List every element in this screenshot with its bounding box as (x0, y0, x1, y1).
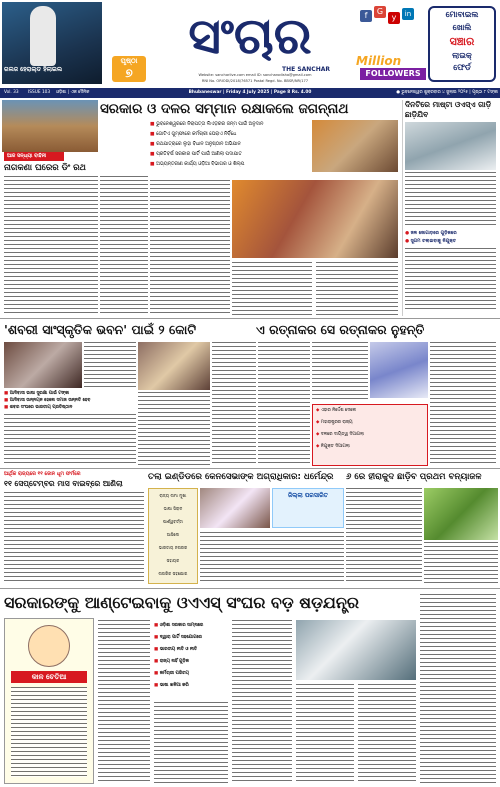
third-mid-box-item-7: ନାଗରିକ ସହଯୋଗ (158, 571, 188, 576)
second-right-box-item-4: ◆ ନିଯୁକ୍ତ ଦିଆଗଲା (316, 444, 350, 449)
cartoon-caption (11, 687, 87, 777)
social-icons (360, 6, 420, 28)
right-promo-line-5: ଫେର୍ଡ (453, 63, 471, 72)
divider-3 (0, 588, 500, 589)
second-left-bullet-1-text: ଆଦିବାସୀ ଭାଷା ସୁରକ୍ଷା ପାଇଁ ଟଙ୍କା (9, 391, 70, 396)
masthead-subtitle: THE SANCHAR (282, 66, 330, 73)
second-right-box-item-2-text: ମହାରାଷ୍ଟ୍ରର ରାଜ୍ୟ (320, 420, 353, 425)
third-right-text-1 (346, 488, 422, 584)
lead-bullet-2-text: ଗୋଟିଏ ଗୁମ୍ଫାରେ କର୍ମଚାରୀ ଘେରାଏ ନିର୍ବିଧେ (156, 132, 237, 137)
right-col1-photo (405, 122, 496, 170)
cartoon-figure-icon (28, 625, 70, 667)
cartoon-label: କାଳ ଚେତିଆ (11, 671, 87, 683)
bottom-headline[interactable]: ସରକାରଙ୍କୁ ଆଣ୍ଟେଇବାକୁ ଓଏଏସ୍ ସଂଘର ବଡ଼ ଷଡ଼ଯନ୍ତ୍ର (4, 593, 360, 612)
second-right-box-item-1-text: ଏହାର ନିର୍ଦ୍ଦେଶ ଦେଲେ (320, 408, 357, 413)
third-mid-box-item-3: ପାର୍ଶ୍ୱବର୍ତ୍ତୀ (162, 519, 184, 524)
third-mid-box (148, 488, 198, 584)
bottom-bullet-5-text: କର୍ମଚାରୀ ପରିଚୟ (159, 671, 189, 676)
lead-bullet-4: ■ ପ୍ରତିବର୍ଷ ସରକାର ପାର୍ଟି ପାଇଁ ଆଣିଲା ପଦାଯାତ (150, 152, 242, 157)
right-promo-line-2: ଖୋଲି (452, 23, 472, 32)
second-right-headline[interactable]: ଏ ରତ୍ନାକର ସେ ରତ୍ନାକର ନୁହନ୍ତି (256, 322, 425, 337)
second-right-text-3 (430, 342, 496, 466)
second-left-photo (4, 342, 82, 388)
third-mid-box-item-6: ସହାୟକ (166, 558, 180, 563)
lead-bullet-3: ■ ରଥଯାତ୍ରାରେ ଲୁହା ବିଧାନ ଅନୁଷ୍ଠାନ ଅଭିଯାନ (150, 142, 241, 147)
bottom-bullet-1: ■ ଓଡ଼ିଶା ସରକାର ସାମ୍ନାରେ (154, 623, 204, 628)
third-left-headline[interactable]: ଆର୍ଥିକ ରାଜ୍ୟରେ ୧୧ ଜୋନ ଧୂମ ଫର୍ମରେ (4, 471, 81, 477)
second-left-text-2 (4, 414, 136, 466)
bottom-bullets (154, 620, 228, 700)
bottom-text-4 (296, 684, 354, 784)
right-col1-bullet-2: ● ସୁଗମ ଚଲାଇବାକୁ ନିଯୁକ୍ତ (405, 239, 457, 244)
page-badge (112, 56, 146, 82)
second-right-box (312, 404, 428, 466)
lead-mid-text-3 (316, 262, 398, 316)
bottom-bullet-6-text: ଭାଷା ଖଳିଆ କରି (159, 683, 189, 688)
lead-photo-left (2, 100, 98, 152)
bottom-bullet-4-text: ରାଜ୍ୟ ନାହିଁ ଗୁଡ଼ିକ (159, 659, 189, 664)
bottom-text-3 (232, 620, 292, 784)
third-banner (272, 488, 344, 528)
lead-bullet-3-text: ରଥଯାତ୍ରାରେ ଲୁହା ବିଧାନ ଅନୁଷ୍ଠାନ ଅଭିଯାନ (156, 142, 241, 147)
right-col1-text (405, 172, 496, 228)
dateline-left-extra: ଓଡ଼ିଶା | ଏକ ଦୈନିକ (56, 90, 90, 95)
youtube-icon[interactable]: y (388, 12, 400, 24)
facebook-icon[interactable]: f (360, 10, 372, 22)
right-promo-line-1: ମୋବାଇଲ (445, 10, 479, 19)
lead-mid-text (150, 180, 230, 316)
bottom-text-1 (98, 620, 150, 784)
dateline-right: ● ଭୁବନେଶ୍ୱର ଶୁକ୍ରବାର ୪ ଜୁଲାଇ ୨୦୨୫ | ପୃଷ୍ଠା ୮ ଟଙ୍କା (396, 90, 498, 95)
divider-2 (0, 468, 500, 469)
dateline-center: Bhubaneswar | Friday 4 July 2025 | Page 8 Rs. 4.00 (188, 90, 312, 95)
page-badge-number: ୭ (125, 66, 133, 80)
divider-1 (0, 318, 500, 319)
dateline-bar (0, 88, 500, 98)
bottom-bullet-4: ■ ରାଜ୍ୟ ନାହିଁ ଗୁଡ଼ିକ (154, 659, 189, 664)
right-promo-line-3: ସଞ୍ଚାର (449, 35, 475, 48)
lead-bullet-1-text: ଭୁବନେଶ୍ୱରରେ ନିରାପତ୍ତା ଲିଏଡ଼ରର ଜନ୍ମ ପାଇଁ ଅନୁଦାନ (156, 122, 264, 127)
lead-kicker: ଆଜ ସନ୍ଧ୍ୟା ବାହିନୀ (4, 152, 64, 161)
right-col1-bullet-1-text: ଜଳ ଜୋଗାଡ଼ରେ ଗୁଡ଼ିକରେ (410, 231, 457, 236)
page-badge-label: ପୃଷ୍ଠା (120, 57, 138, 65)
lead-crowd-photo (232, 180, 398, 258)
right-col1 (402, 100, 498, 316)
lead-bullet-5-text: ଅଭ୍ୟନ୍ତରୀଣ କାର୍ଯ୍ୟ ଓଡ଼ିଆ ବିଭାଗର ଓ ଶିଲ୍ପ (156, 162, 245, 167)
third-right-headline[interactable]: ୬ ରେ ହୀରାକୁଦ ଛାଡ଼ିବ ପ୍ରଥମ ବନ୍ୟାଜଳ (346, 472, 482, 482)
bottom-bullet-3: ■ ଭାରତୀୟ ନୀତି ଓ ନୀତି (154, 647, 198, 652)
right-promo-line-4: ଲାଇକ୍ (452, 51, 472, 60)
third-right-text-2 (424, 542, 498, 584)
lead-mid-text-2 (232, 262, 312, 316)
masthead-web: Website: sancharlive.com email ID: sancharodisha@gmail.com (198, 73, 312, 77)
bottom-bullet-5: ■ କର୍ମଚାରୀ ପରିଚୟ (154, 671, 189, 676)
second-left-bullet-1: ■ ଆଦିବାସୀ ଭାଷା ସୁରକ୍ଷା ପାଇଁ ଟଙ୍କା (4, 391, 70, 396)
third-left-text (4, 492, 144, 584)
third-mid-text (200, 532, 344, 584)
third-mid-box-item-5: ଭାରତୀୟ ନଗରର (158, 545, 188, 550)
second-right-box-item-1: ◆ ଏହାର ନିର୍ଦ୍ଦେଶ ଦେଲେ (316, 408, 357, 413)
player-figure-icon (30, 6, 56, 66)
second-right-photo (370, 342, 428, 398)
bottom-bullet-2-text: ଦ୍ୱାରା ପାର୍ଟି ସହଯୋଗରେ (159, 635, 202, 640)
bottom-text-5 (358, 684, 416, 784)
second-right-text-1 (258, 342, 310, 466)
third-right-photo (424, 488, 498, 540)
bottom-bullet-2: ■ ଦ୍ୱାରା ପାର୍ଟି ସହଯୋଗରେ (154, 635, 202, 640)
bottom-right-column (420, 594, 496, 784)
right-promo-box (428, 6, 496, 82)
linkedin-icon[interactable]: in (402, 8, 414, 20)
second-right-box-item-4-text: ନିଯୁକ୍ତ ଦିଆଗଲା (320, 444, 350, 449)
bottom-bullet-1-text: ଓଡ଼ିଶା ସରକାର ସାମ୍ନାରେ (159, 623, 204, 628)
lead-photo-right (312, 120, 398, 172)
right-col1-headline[interactable]: ଦିନଟିରେ ମାଷ୍ଟା ଓଏସ୍‌ଏ ଗାଡ଼ି ଛାଡ଼ିଯିବ (405, 100, 492, 119)
left-promo-text: ଗଲଜ ହେରାଲ୍ଡ ହିଲାଇଲ (4, 66, 63, 73)
second-left-bullet-2-text: ଆଦିବାସୀ ଉନ୍ନୟନ ହେଲେ ସମାଜ ଉନ୍ନତି ହେବ (9, 398, 91, 403)
second-mid-text (212, 342, 256, 466)
second-right-text-2 (312, 342, 368, 402)
second-right-box-item-3-text: ଦଳରେ ଦାୟିତ୍ୱ ଦିଆଗଲା (320, 432, 364, 437)
dateline-issue: ISSUE 103 (28, 90, 51, 95)
lead-bullet-1: ■ ଭୁବନେଶ୍ୱରରେ ନିରାପତ୍ତା ଲିଏଡ଼ରର ଜନ୍ମ ପାଇଁ ଅନୁଦାନ (150, 122, 264, 127)
second-left-bullet-3: ■ ଶବର ସଂଘରେ ଭାରତୀୟ ପ୍ରତିଷ୍ଠାନ (4, 405, 73, 410)
third-left-sub[interactable]: ୧୧ ସେପ୍ଟେମ୍ବର ମାସ ବାଇବ୍‌ରେ ଆଣିଲା (4, 479, 123, 488)
bottom-bullet-6: ■ ଭାଷା ଖଳିଆ କରି (154, 683, 189, 688)
cartoon-box (4, 618, 94, 784)
followers-label: FOLLOWERS (360, 68, 426, 80)
second-right-box-item-2: ◆ ମହାରାଷ୍ଟ୍ରର ରାଜ୍ୟ (316, 420, 353, 425)
lead-bullets (150, 120, 310, 176)
second-mid-photo (138, 342, 210, 390)
lead-bullet-4-text: ପ୍ରତିବର୍ଷ ସରକାର ପାର୍ଟି ପାଇଁ ଆଣିଲା ପଦାଯାତ (156, 152, 242, 157)
second-right-box-item-3: ◆ ଦଳରେ ଦାୟିତ୍ୱ ଦିଆଗଲା (316, 432, 364, 437)
second-left-headline[interactable]: 'ଶବରୀ ସାଂସ୍କୃତିକ ଭବନ' ପାଇଁ ୨ କୋଟି (4, 322, 197, 337)
third-mid-headline[interactable]: ତଲା ଇଣ୍ଡିଡରେ କେନସେଭାଙ୍କ ଅଗ୍ରାଧିକାର: ଧର୍ମେନ୍ଦ୍ର (148, 472, 334, 482)
lead-left-column-text-2 (100, 176, 148, 316)
third-banner-label: ଜିଲ୍ଲା ପରସାରିତ (288, 492, 328, 499)
lead-bullet-5: ■ ଅଭ୍ୟନ୍ତରୀଣ କାର୍ଯ୍ୟ ଓଡ଼ିଆ ବିଭାଗର ଓ ଶିଲ୍ପ (150, 162, 245, 167)
bottom-bullet-3-text: ଭାରତୀୟ ନୀତି ଓ ନୀତି (159, 647, 198, 652)
google-icon[interactable]: G (374, 6, 386, 18)
masthead-regd: RNI No. ORIODI/2018/76571 Postal Regd. No. BBSR/NR/177 (201, 79, 309, 83)
million-label: Million (356, 54, 402, 68)
third-mid-box-item-4: ଆସିଲେ (166, 532, 180, 537)
dateline-vol: Vol. 33 (4, 90, 19, 95)
lead-left-column-text (4, 176, 98, 316)
lead-headline[interactable]: ସରକାର ଓ ଦଳର ସମ୍ମାନ ରକ୍ଷାକଲେ ଜଗନ୍ନାଥ (100, 101, 349, 117)
right-col1-bullet-1: ● ଜଳ ଜୋଗାଡ଼ରେ ଗୁଡ଼ିକରେ (405, 231, 457, 236)
right-col1-bullet-2-text: ସୁଗମ ଚଲାଇବାକୁ ନିଯୁକ୍ତ (410, 239, 457, 244)
second-left-text (84, 342, 136, 388)
masthead (0, 0, 500, 88)
right-col1-text-2 (405, 248, 496, 310)
lead-subhead: ନାଗକଣା ଘରେର ଡିଂ ରଥ (4, 163, 86, 173)
second-left-bullet-3-text: ଶବର ସଂଘରେ ଭାରତୀୟ ପ୍ରତିଷ୍ଠାନ (9, 405, 73, 410)
lead-bullet-2: ■ ଗୋଟିଏ ଗୁମ୍ଫାରେ କର୍ମଚାରୀ ଘେରାଏ ନିର୍ବିଧେ (150, 132, 237, 137)
third-mid-box-item-1: ରାଜ୍ୟ ନାମା ମୁଖୀ (159, 493, 187, 498)
bottom-text-2 (154, 702, 228, 784)
masthead-title: ସଂଚାର (188, 7, 312, 65)
second-left-bullet-2: ■ ଆଦିବାସୀ ଉନ୍ନୟନ ହେଲେ ସମାଜ ଉନ୍ନତି ହେବ (4, 398, 91, 403)
third-mid-box-item-2: ଭାଷା ସିରାଳ (163, 506, 183, 511)
bottom-photo (296, 620, 416, 680)
third-mid-photo (200, 488, 270, 528)
second-mid-text-2 (138, 392, 210, 466)
